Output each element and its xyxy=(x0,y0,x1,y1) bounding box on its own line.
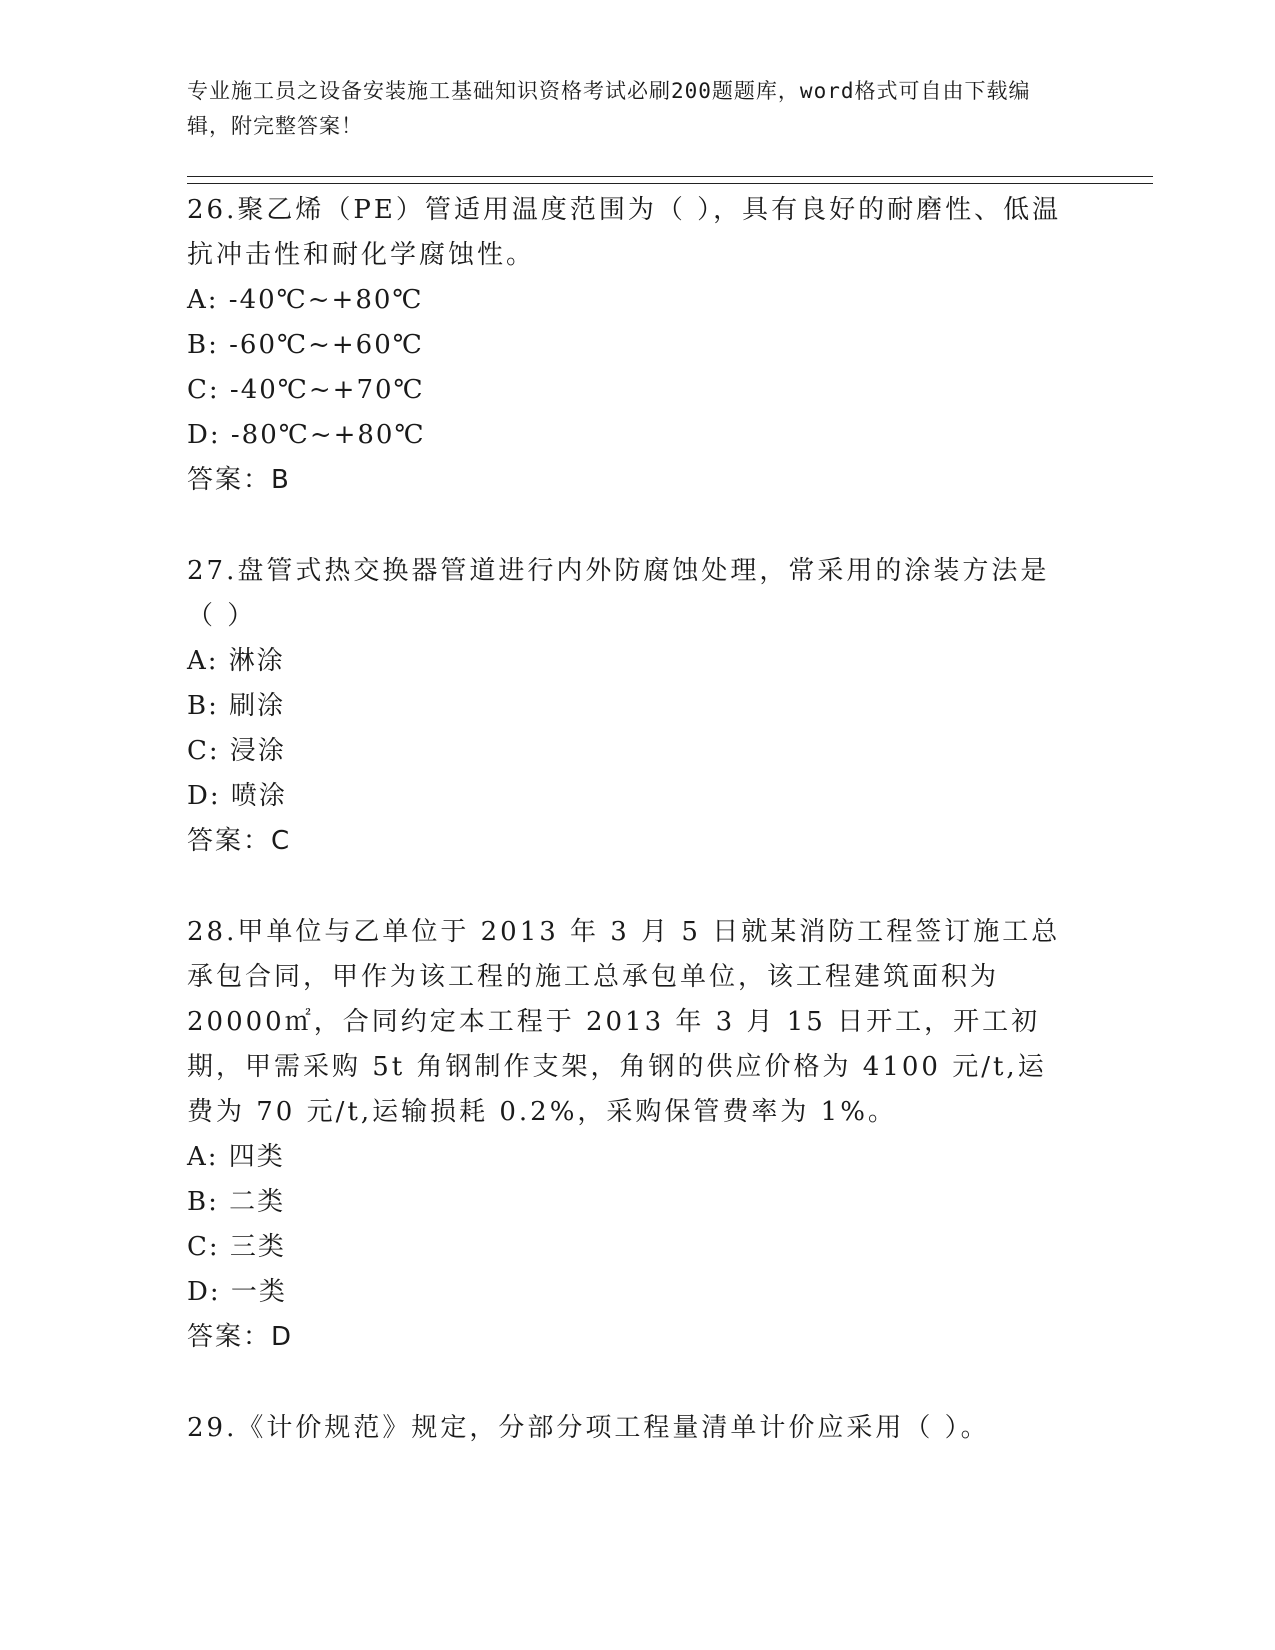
option-d: D: 喷涂 xyxy=(187,781,287,811)
question-29 xyxy=(187,1406,1067,1451)
option-a: A: -40℃~+80℃ xyxy=(187,285,424,315)
question-27 xyxy=(187,549,1067,864)
question-28 xyxy=(187,910,1067,1360)
option-c: C: 浸涂 xyxy=(187,736,286,766)
answer: 答案：B xyxy=(187,465,291,495)
question-list xyxy=(187,188,1067,1497)
question-stem: 29.《计价规范》规定，分部分项工程量清单计价应采用（ ）。 xyxy=(187,1413,990,1443)
question-stem: 27.盘管式热交换器管道进行内外防腐蚀处理，常采用的涂装方法是（ ） xyxy=(187,556,1050,631)
question-stem: 28.甲单位与乙单位于 2013 年 3 月 5 日就某消防工程签订施工总承包合同，甲作为该工程的施工总承包单位，该工程建筑面积为 20000㎡，合同约定本工程于 2013 年 3 月 15 日开工，开工初期，甲需采购 5t 角钢制作支架，角钢的供应价格为 4100 元/t,运费为 70 元/t,运输损耗 0.2%，采购保管费率为 1%。 xyxy=(187,917,1061,1127)
question-26 xyxy=(187,188,1067,503)
option-b: B: -60℃~+60℃ xyxy=(187,330,424,360)
option-d: D: -80℃~+80℃ xyxy=(187,420,426,450)
header-divider-bottom xyxy=(187,183,1153,184)
option-b: B: 刷涂 xyxy=(187,691,286,721)
question-stem: 26.聚乙烯（PE）管适用温度范围为（ ），具有良好的耐磨性、低温抗冲击性和耐化学腐蚀性。 xyxy=(187,195,1062,270)
option-c: C: -40℃~+70℃ xyxy=(187,375,425,405)
option-d: D: 一类 xyxy=(187,1277,287,1307)
option-a: A: 淋涂 xyxy=(187,646,285,676)
option-b: B: 二类 xyxy=(187,1187,286,1217)
answer: 答案：C xyxy=(187,826,292,856)
answer: 答案：D xyxy=(187,1322,294,1352)
option-a: A: 四类 xyxy=(187,1142,285,1172)
header-divider-top xyxy=(187,176,1153,177)
option-c: C: 三类 xyxy=(187,1232,286,1262)
document-header: 专业施工员之设备安装施工基础知识资格考试必刷200题题库，word格式可自由下载编辑，附完整答案！ xyxy=(187,79,1031,138)
